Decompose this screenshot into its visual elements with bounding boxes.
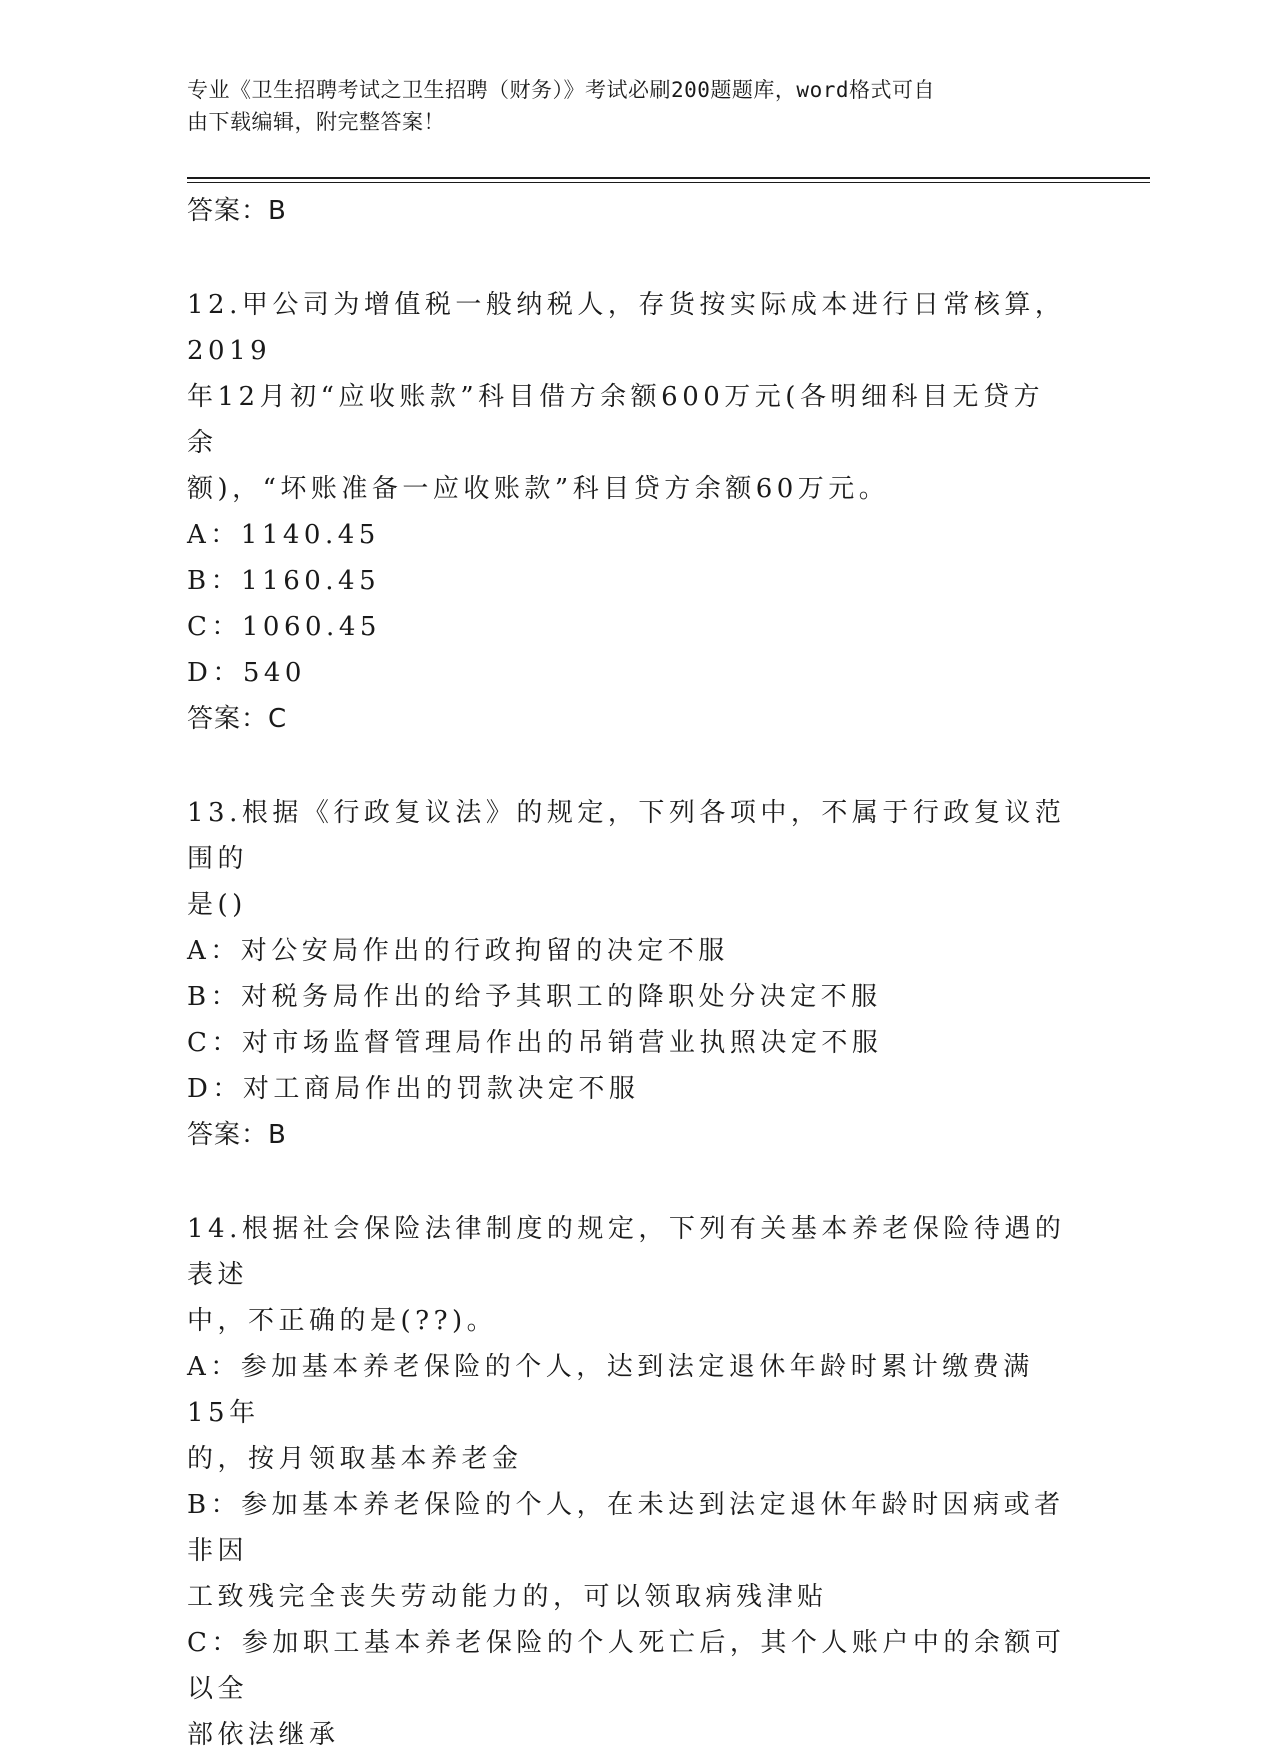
page-header	[187, 74, 1067, 138]
option-c: C：参加职工基本养老保险的个人死亡后，其个人账户中的余额可以全	[187, 1628, 1066, 1704]
answer-line: 答案：B	[187, 1120, 287, 1150]
answer-line: 答案：C	[187, 704, 288, 734]
question-content	[187, 188, 1067, 1758]
header-rule-thick	[187, 177, 1150, 179]
option-a: A：参加基本养老保险的个人，达到法定退休年龄时累计缴费满15年	[187, 1352, 1034, 1428]
question-stem-line: 是()	[187, 890, 247, 920]
spacer	[187, 1158, 1067, 1206]
option-a: A：1140.45	[187, 520, 380, 550]
header-line-1: 专业《卫生招聘考试之卫生招聘（财务）》考试必刷200题题库，word格式可自	[187, 78, 935, 102]
option-a: A：对公安局作出的行政拘留的决定不服	[187, 936, 729, 966]
question-12	[187, 282, 1067, 742]
option-b: B：参加基本养老保险的个人，在未达到法定退休年龄时因病或者非因	[187, 1490, 1065, 1566]
spacer	[187, 742, 1067, 790]
option-b: B：1160.45	[187, 566, 381, 596]
answer-line: 答案：B	[187, 196, 287, 226]
option-c: C：对市场监督管理局作出的吊销营业执照决定不服	[187, 1028, 883, 1058]
header-rule-thin	[187, 182, 1150, 183]
option-a-continued: 的，按月领取基本养老金	[187, 1444, 523, 1474]
question-stem-line: 中，不正确的是(??)。	[187, 1306, 498, 1336]
header-line-2: 由下载编辑，附完整答案！	[187, 110, 445, 134]
option-d: D：540	[187, 658, 306, 688]
option-d: D：对工商局作出的罚款决定不服	[187, 1074, 640, 1104]
question-stem-line: 13.根据《行政复议法》的规定，下列各项中，不属于行政复议范围的	[187, 798, 1066, 874]
question-14	[187, 1206, 1067, 1758]
question-stem-line: 12.甲公司为增值税一般纳税人，存货按实际成本进行日常核算，2019	[187, 290, 1066, 366]
question-stem-line: 14.根据社会保险法律制度的规定，下列有关基本养老保险待遇的表述	[187, 1214, 1066, 1290]
question-stem-line: 年12月初“应收账款”科目借方余额600万元(各明细科目无贷方余	[187, 382, 1044, 458]
question-stem-line: 额)，“坏账准备一应收账款”科目贷方余额60万元。	[187, 474, 890, 504]
option-b: B：对税务局作出的给予其职工的降职处分决定不服	[187, 982, 882, 1012]
option-b-continued: 工致残完全丧失劳动能力的，可以领取病残津贴	[187, 1582, 828, 1612]
option-c: C：1060.45	[187, 612, 381, 642]
option-c-continued: 部依法继承	[187, 1720, 340, 1750]
spacer	[187, 234, 1067, 282]
question-13	[187, 790, 1067, 1158]
